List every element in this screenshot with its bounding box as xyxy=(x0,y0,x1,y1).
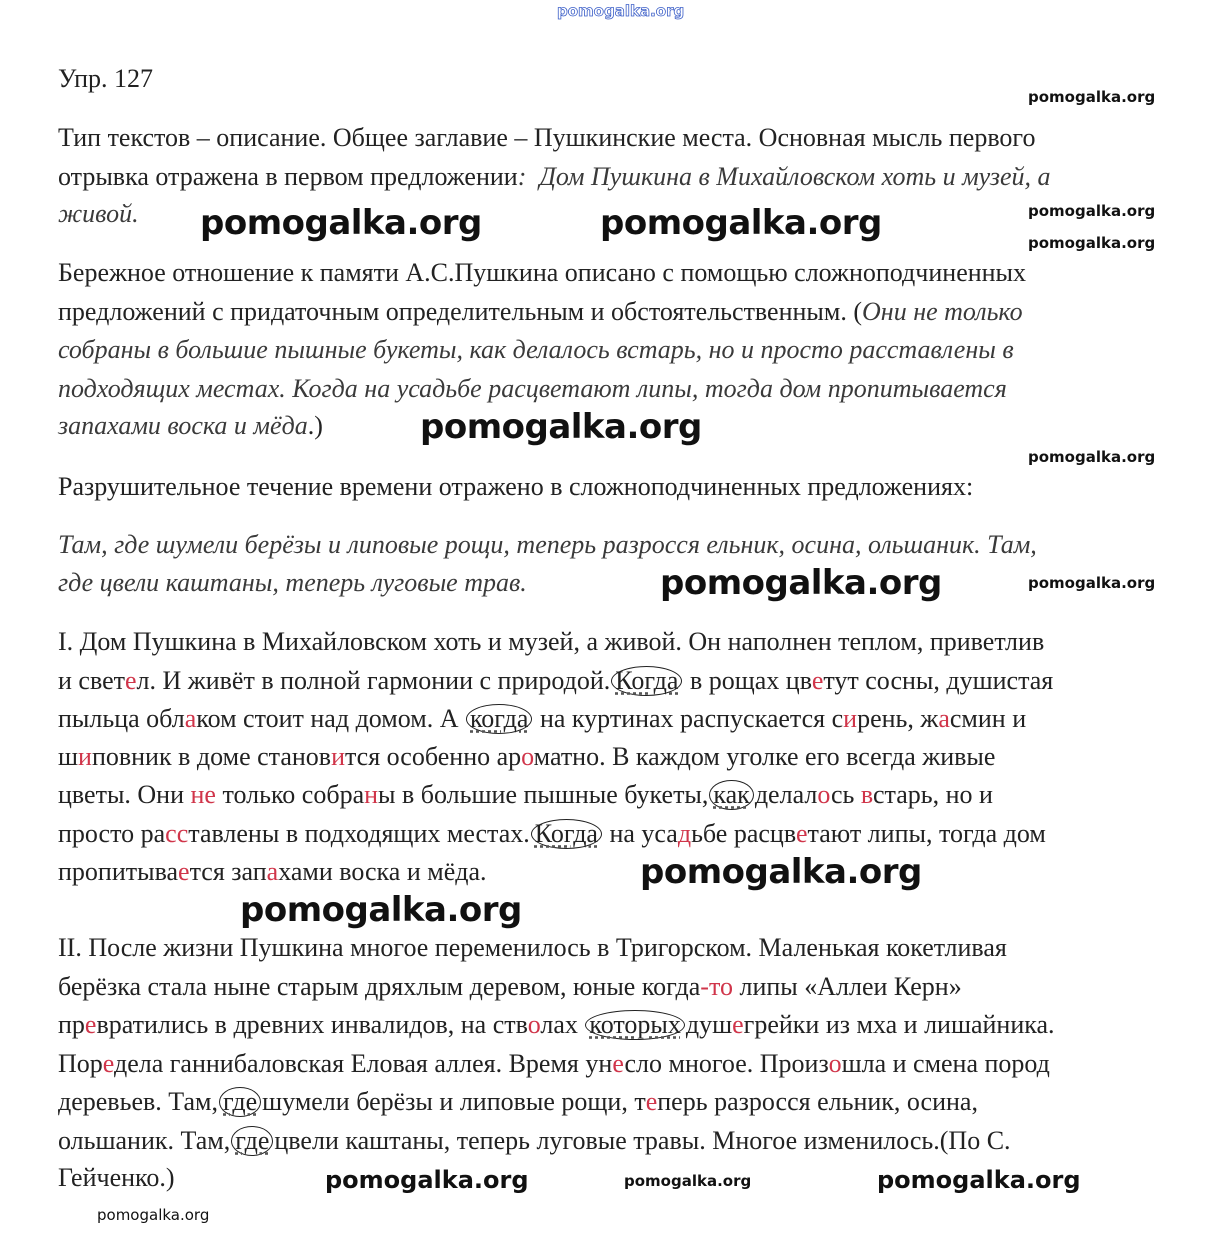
text-segment: тся особенно ар xyxy=(344,742,522,771)
watermark: pomogalka.org xyxy=(420,407,702,447)
text-segment: матно. В каждом уголке его всегда живые xyxy=(533,742,996,771)
text-segment: пр xyxy=(58,1010,85,1039)
circled-conjunction xyxy=(709,780,753,810)
highlighted-letter: е xyxy=(124,666,137,695)
text-segment: ш xyxy=(58,742,79,771)
text-segment: пыльца обл xyxy=(58,704,185,733)
circled-word: где xyxy=(223,1087,258,1116)
text-segment: делал xyxy=(754,780,818,809)
text-segment: цвели каштаны, теперь луговые травы. Многое изменилось.(По С. xyxy=(274,1126,1011,1155)
text-segment: липы «Аллеи Керн» xyxy=(732,972,962,1001)
highlighted-letter: в xyxy=(860,780,874,809)
text-segment: сь xyxy=(830,780,861,809)
italic-quote: подходящих местах. Когда на усадьбе расцветают липы, тогда дом пропитывается xyxy=(58,374,1007,403)
circled-word: как xyxy=(713,780,750,809)
text-segment: на уса xyxy=(602,819,678,848)
text-segment: шумели берёзы и липовые рощи, т xyxy=(262,1087,646,1116)
text-line xyxy=(58,161,1051,193)
circled-word: Когда xyxy=(534,819,598,848)
highlighted-letter: е xyxy=(811,666,824,695)
text-segment: вратились в древних инвалидов, на ств xyxy=(96,1010,528,1039)
text-segment: деревьев. Там, xyxy=(58,1087,218,1116)
italic-quote: : Дом Пушкина в Михайловском хоть и музей, а xyxy=(517,162,1051,191)
text-segment: Бережное отношение к памяти А.С.Пушкина описано с помощью сложноподчиненных xyxy=(58,258,1027,287)
highlighted-letter: а xyxy=(938,704,950,733)
text-segment: дела ганнибаловская Еловая аллея. Время ун xyxy=(113,1049,613,1078)
text-segment: .) xyxy=(307,411,323,440)
text-line xyxy=(58,373,1007,405)
text-segment: ком стоит над домом. А xyxy=(196,704,465,733)
text-line xyxy=(58,257,1026,289)
watermark: pomogalka.org xyxy=(200,203,482,243)
text-segment: смин и xyxy=(949,704,1027,733)
text-segment: II. После жизни Пушкина многое переменилось в Тригорском. Маленькая кокетливая xyxy=(58,933,1007,962)
watermark: pomogalka.org xyxy=(1028,202,1156,220)
italic-quote: где цвели каштаны, теперь луговые трав. xyxy=(58,568,527,597)
watermark: pomogalka.org xyxy=(240,890,522,930)
text-line xyxy=(58,410,323,442)
text-segment: на куртинах распускается с xyxy=(533,704,844,733)
text-line xyxy=(58,703,1026,735)
highlighted-letter: сс xyxy=(165,819,189,848)
text-segment: Гейченко.) xyxy=(58,1163,175,1192)
highlighted-letter: и xyxy=(78,742,92,771)
text-segment: ы в большие пышные букеты, xyxy=(378,780,709,809)
text-segment: повник в доме станов xyxy=(91,742,332,771)
text-segment: предложений с придаточным определительным и обстоятельственным. ( xyxy=(58,297,863,326)
italic-quote: Там, где шумели берёзы и липовые рощи, теперь разросся ельник, осина, ольшаник. Там, xyxy=(58,530,1037,559)
circled-conjunction xyxy=(219,1087,261,1117)
text-line xyxy=(58,971,962,1003)
text-line xyxy=(58,665,1053,697)
text-segment: старь, но и xyxy=(873,780,993,809)
text-line xyxy=(58,818,1046,850)
highlighted-letter: и xyxy=(331,742,345,771)
highlighted-letter: е xyxy=(732,1010,744,1039)
watermark: pomogalka.org xyxy=(97,1206,210,1224)
text-line xyxy=(58,1048,1050,1080)
circled-conjunction xyxy=(611,666,682,696)
text-line xyxy=(58,471,973,503)
text-segment: в рощах цв xyxy=(683,666,812,695)
text-line xyxy=(58,1009,1055,1041)
text-segment: л. И живёт в полной гармонии с природой. xyxy=(136,666,611,695)
circled-word: где xyxy=(235,1126,270,1155)
text-segment: только собра xyxy=(215,780,365,809)
circled-word: Когда xyxy=(615,666,679,695)
text-segment: I. Дом Пушкина в Михайловском хоть и музей, а живой. Он наполнен теплом, приветлив xyxy=(58,627,1045,656)
watermark: pomogalka.org xyxy=(877,1166,1081,1194)
highlighted-letter: а xyxy=(184,704,197,733)
highlighted-letter: о xyxy=(527,1010,541,1039)
text-segment: ольшаник. Там, xyxy=(58,1126,231,1155)
text-line xyxy=(58,1125,1011,1157)
italic-quote: запахами воска и мёда xyxy=(58,411,308,440)
text-line xyxy=(58,1162,175,1194)
text-segment: цветы. Они xyxy=(58,780,191,809)
text-line xyxy=(58,334,1014,366)
watermark: pomogalka.org xyxy=(1028,88,1156,106)
watermark: pomogalka.org xyxy=(1028,574,1156,592)
text-segment: хами воска и мёда. xyxy=(278,857,487,886)
highlighted-letter: о xyxy=(521,742,534,771)
highlighted-letter: д xyxy=(677,819,692,848)
circled-word: когда xyxy=(470,704,529,733)
watermark: pomogalka.org xyxy=(1028,234,1156,252)
text-segment: тавлены в подходящих местах. xyxy=(188,819,530,848)
text-segment: отрывка отражена в первом предложении xyxy=(58,162,518,191)
highlighted-letter: е xyxy=(795,819,808,848)
text-segment: Пор xyxy=(58,1049,103,1078)
highlighted-letter: е xyxy=(102,1049,114,1078)
text-line xyxy=(58,779,993,811)
italic-quote: живой. xyxy=(58,199,139,228)
text-segment: пропитыва xyxy=(58,857,179,886)
text-segment: берёзка стала ныне старым дряхлым деревом, юные когда xyxy=(58,972,701,1001)
highlighted-letter: е xyxy=(645,1087,658,1116)
watermark-top: pomogalka.org xyxy=(557,2,685,20)
circled-conjunction xyxy=(585,1010,684,1040)
text-segment: шла и смена пород xyxy=(841,1049,1050,1078)
text-line xyxy=(58,567,527,599)
highlighted-letter: е xyxy=(612,1049,625,1078)
text-segment: ьбе расцв xyxy=(691,819,796,848)
watermark: pomogalka.org xyxy=(640,852,922,892)
watermark: pomogalka.org xyxy=(624,1172,752,1190)
highlighted-letter: е xyxy=(84,1010,97,1039)
text-segment: и свет xyxy=(58,666,125,695)
italic-quote: собраны в большие пышные букеты, как делалось встарь, но и просто расставлены в xyxy=(58,335,1014,364)
text-segment: сло многое. Произ xyxy=(624,1049,829,1078)
text-segment: тут сосны, душистая xyxy=(823,666,1054,695)
circled-conjunction xyxy=(466,704,532,734)
text-segment: душ xyxy=(685,1010,733,1039)
highlighted-letter: о xyxy=(828,1049,842,1078)
text-segment: грейки из мха и лишайника. xyxy=(743,1010,1055,1039)
circled-conjunction xyxy=(531,819,602,849)
highlighted-letter: о xyxy=(817,780,831,809)
text-line xyxy=(58,856,487,888)
text-segment: Разрушительное течение времени отражено в сложноподчиненных предложениях: xyxy=(58,472,974,501)
text-segment: тают липы, тогда дом xyxy=(807,819,1046,848)
highlighted-letter: не xyxy=(190,780,216,809)
text-line xyxy=(58,529,1037,561)
highlighted-letter: а xyxy=(266,857,279,886)
highlighted-letter: -то xyxy=(700,972,733,1001)
text-segment: перь разросся ельник, осина, xyxy=(657,1087,978,1116)
watermark: pomogalka.org xyxy=(660,563,942,603)
text-line xyxy=(58,1086,978,1118)
highlighted-letter: и xyxy=(843,704,858,733)
text-line xyxy=(58,932,1007,964)
text-segment: рень, ж xyxy=(857,704,939,733)
highlighted-letter: н xyxy=(364,780,379,809)
watermark: pomogalka.org xyxy=(325,1166,529,1194)
watermark: pomogalka.org xyxy=(600,203,882,243)
exercise-title: Упр. 127 xyxy=(58,64,154,93)
text-segment: тся зап xyxy=(189,857,267,886)
text-segment: лах xyxy=(540,1010,585,1039)
text-line xyxy=(58,626,1044,658)
text-line xyxy=(58,198,139,230)
highlighted-letter: е xyxy=(178,857,190,886)
text-segment: просто ра xyxy=(58,819,166,848)
text-segment: Тип текстов – описание. Общее заглавие – Пушкинские места. Основная мысль первого xyxy=(58,123,1036,152)
circled-conjunction xyxy=(231,1126,273,1156)
text-line xyxy=(58,122,1035,154)
italic-quote: Они не только xyxy=(862,297,1023,326)
watermark: pomogalka.org xyxy=(1028,448,1156,466)
text-line xyxy=(58,741,995,773)
text-line xyxy=(58,296,1023,328)
circled-word: которых xyxy=(589,1010,681,1039)
